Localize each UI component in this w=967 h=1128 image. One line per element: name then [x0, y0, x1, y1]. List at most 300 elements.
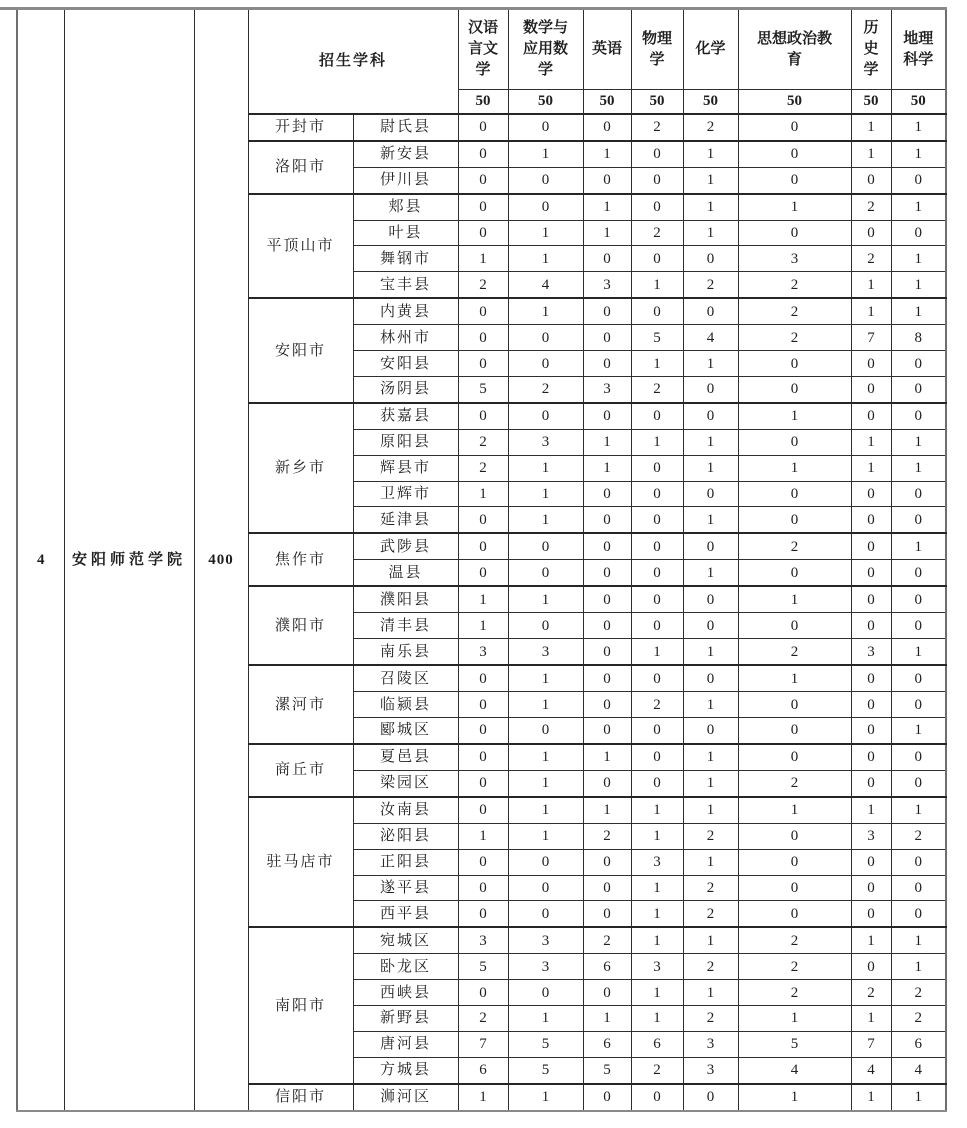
value-cell: 1 — [738, 665, 851, 692]
value-cell: 1 — [631, 351, 683, 377]
county-cell: 临颍县 — [353, 692, 458, 718]
value-cell: 1 — [631, 823, 683, 849]
value-cell: 3 — [851, 639, 891, 666]
value-cell: 1 — [508, 220, 583, 246]
value-cell: 0 — [631, 481, 683, 507]
value-cell: 0 — [508, 613, 583, 639]
value-cell: 1 — [851, 1006, 891, 1032]
value-cell: 2 — [683, 954, 738, 980]
value-cell: 1 — [891, 639, 946, 666]
value-cell: 0 — [631, 533, 683, 560]
value-cell: 0 — [583, 692, 631, 718]
city-cell: 南阳市 — [248, 927, 353, 1083]
value-cell: 1 — [458, 823, 508, 849]
value-cell: 1 — [631, 797, 683, 824]
value-cell: 0 — [851, 586, 891, 613]
value-cell: 1 — [851, 114, 891, 141]
county-cell: 西峡县 — [353, 980, 458, 1006]
value-cell: 2 — [458, 272, 508, 299]
value-cell: 0 — [851, 560, 891, 587]
value-cell: 1 — [583, 194, 631, 221]
value-cell: 0 — [458, 507, 508, 534]
value-cell: 1 — [891, 954, 946, 980]
value-cell: 0 — [458, 717, 508, 744]
value-cell: 0 — [508, 114, 583, 141]
value-cell: 2 — [631, 376, 683, 403]
value-cell: 0 — [738, 875, 851, 901]
subject-header-cell — [851, 9, 891, 90]
value-cell: 1 — [683, 692, 738, 718]
value-cell: 1 — [851, 455, 891, 481]
value-cell: 1 — [508, 1006, 583, 1032]
county-cell: 南乐县 — [353, 639, 458, 666]
county-cell: 宝丰县 — [353, 272, 458, 299]
value-cell: 1 — [683, 639, 738, 666]
value-cell: 0 — [851, 507, 891, 534]
value-cell: 0 — [458, 533, 508, 560]
value-cell: 0 — [583, 114, 631, 141]
value-cell: 0 — [851, 875, 891, 901]
value-cell: 0 — [458, 167, 508, 194]
value-cell: 0 — [508, 533, 583, 560]
value-cell: 1 — [891, 455, 946, 481]
value-cell: 0 — [631, 1084, 683, 1111]
value-cell: 2 — [738, 639, 851, 666]
county-cell: 西平县 — [353, 901, 458, 928]
value-cell: 2 — [631, 1057, 683, 1084]
value-cell: 0 — [891, 481, 946, 507]
value-cell: 0 — [508, 194, 583, 221]
value-cell: 0 — [583, 1084, 631, 1111]
value-cell: 1 — [891, 797, 946, 824]
value-cell: 7 — [458, 1031, 508, 1057]
value-cell: 0 — [738, 849, 851, 875]
city-cell: 漯河市 — [248, 665, 353, 744]
value-cell: 1 — [508, 455, 583, 481]
value-cell: 1 — [851, 429, 891, 455]
value-cell: 4 — [738, 1057, 851, 1084]
value-cell: 1 — [583, 797, 631, 824]
value-cell: 1 — [631, 980, 683, 1006]
value-cell: 0 — [631, 665, 683, 692]
county-cell: 武陟县 — [353, 533, 458, 560]
value-cell: 1 — [458, 1084, 508, 1111]
value-cell: 5 — [458, 954, 508, 980]
value-cell: 2 — [738, 325, 851, 351]
value-cell: 1 — [458, 586, 508, 613]
value-cell: 5 — [738, 1031, 851, 1057]
subject-header-cell — [583, 9, 631, 90]
county-cell: 林州市 — [353, 325, 458, 351]
subject-header-label: 历史学 — [863, 20, 879, 78]
value-cell: 0 — [738, 692, 851, 718]
value-cell: 1 — [508, 744, 583, 771]
county-cell: 卧龙区 — [353, 954, 458, 980]
county-cell: 正阳县 — [353, 849, 458, 875]
value-cell: 0 — [583, 849, 631, 875]
value-cell: 0 — [851, 613, 891, 639]
subject-header-cell — [891, 9, 946, 90]
value-cell: 1 — [683, 744, 738, 771]
value-cell: 2 — [738, 927, 851, 954]
value-cell: 0 — [738, 220, 851, 246]
value-cell: 0 — [508, 560, 583, 587]
value-cell: 1 — [738, 1006, 851, 1032]
value-cell: 0 — [738, 560, 851, 587]
city-cell: 濮阳市 — [248, 586, 353, 665]
value-cell: 0 — [851, 376, 891, 403]
value-cell: 0 — [738, 823, 851, 849]
value-cell: 1 — [631, 927, 683, 954]
value-cell: 0 — [631, 507, 683, 534]
value-cell: 1 — [683, 429, 738, 455]
value-cell: 0 — [583, 533, 631, 560]
value-cell: 0 — [851, 481, 891, 507]
value-cell: 0 — [738, 507, 851, 534]
value-cell: 1 — [508, 692, 583, 718]
value-cell: 2 — [891, 823, 946, 849]
value-cell: 0 — [458, 692, 508, 718]
value-cell: 2 — [738, 272, 851, 299]
subject-header-cell — [508, 9, 583, 90]
subject-header-label: 物理学 — [642, 30, 673, 68]
value-cell: 2 — [631, 114, 683, 141]
value-cell: 1 — [583, 141, 631, 168]
value-cell: 1 — [583, 455, 631, 481]
value-cell: 0 — [458, 325, 508, 351]
value-cell: 1 — [458, 481, 508, 507]
value-cell: 1 — [683, 797, 738, 824]
value-cell: 0 — [738, 167, 851, 194]
value-cell: 0 — [458, 744, 508, 771]
subject-header-cell — [631, 9, 683, 90]
county-cell: 梁园区 — [353, 770, 458, 797]
college-total-quota-cell: 400 — [194, 9, 248, 1112]
value-cell: 0 — [891, 901, 946, 928]
value-cell: 0 — [738, 717, 851, 744]
value-cell: 1 — [583, 220, 631, 246]
value-cell: 1 — [508, 298, 583, 325]
value-cell: 2 — [683, 114, 738, 141]
value-cell: 0 — [851, 901, 891, 928]
city-cell: 驻马店市 — [248, 797, 353, 927]
value-cell: 0 — [508, 403, 583, 430]
value-cell: 1 — [508, 507, 583, 534]
subject-header-cell — [458, 9, 508, 90]
county-cell: 宛城区 — [353, 927, 458, 954]
value-cell: 0 — [851, 665, 891, 692]
value-cell: 0 — [631, 403, 683, 430]
value-cell: 0 — [631, 613, 683, 639]
value-cell: 0 — [738, 114, 851, 141]
value-cell: 0 — [891, 744, 946, 771]
value-cell: 0 — [583, 246, 631, 272]
county-cell: 安阳县 — [353, 351, 458, 377]
value-cell: 1 — [508, 823, 583, 849]
value-cell: 3 — [508, 954, 583, 980]
value-cell: 0 — [583, 875, 631, 901]
value-cell: 2 — [738, 980, 851, 1006]
subject-quota-cell: 50 — [458, 90, 508, 114]
value-cell: 0 — [851, 403, 891, 430]
city-cell: 安阳市 — [248, 298, 353, 403]
admission-subjects-header-cell: 招生学科 — [248, 9, 458, 114]
value-cell: 1 — [583, 744, 631, 771]
value-cell: 3 — [458, 927, 508, 954]
value-cell: 2 — [851, 194, 891, 221]
value-cell: 0 — [631, 141, 683, 168]
value-cell: 2 — [458, 429, 508, 455]
value-cell: 2 — [683, 1006, 738, 1032]
subject-quota-cell: 50 — [683, 90, 738, 114]
city-cell: 商丘市 — [248, 744, 353, 797]
value-cell: 3 — [458, 639, 508, 666]
value-cell: 0 — [458, 770, 508, 797]
value-cell: 2 — [851, 246, 891, 272]
value-cell: 2 — [738, 954, 851, 980]
value-cell: 1 — [508, 246, 583, 272]
value-cell: 1 — [891, 927, 946, 954]
value-cell: 1 — [683, 220, 738, 246]
value-cell: 0 — [738, 481, 851, 507]
subject-header-label: 汉语言文学 — [468, 20, 499, 78]
value-cell: 6 — [631, 1031, 683, 1057]
value-cell: 2 — [458, 455, 508, 481]
value-cell: 0 — [583, 901, 631, 928]
value-cell: 0 — [851, 744, 891, 771]
value-cell: 0 — [508, 901, 583, 928]
value-cell: 1 — [891, 1084, 946, 1111]
value-cell: 3 — [683, 1057, 738, 1084]
value-cell: 0 — [891, 403, 946, 430]
county-cell: 新野县 — [353, 1006, 458, 1032]
value-cell: 1 — [738, 455, 851, 481]
county-cell: 召陵区 — [353, 665, 458, 692]
county-cell: 郾城区 — [353, 717, 458, 744]
value-cell: 2 — [631, 220, 683, 246]
value-cell: 0 — [683, 246, 738, 272]
value-cell: 0 — [458, 797, 508, 824]
county-cell: 浉河区 — [353, 1084, 458, 1111]
value-cell: 0 — [583, 403, 631, 430]
value-cell: 0 — [458, 665, 508, 692]
value-cell: 0 — [631, 560, 683, 587]
value-cell: 0 — [458, 114, 508, 141]
subject-header-label: 地理科学 — [903, 30, 934, 68]
value-cell: 0 — [891, 586, 946, 613]
subject-quota-cell: 50 — [738, 90, 851, 114]
value-cell: 0 — [891, 376, 946, 403]
value-cell: 0 — [891, 770, 946, 797]
value-cell: 1 — [683, 141, 738, 168]
value-cell: 0 — [683, 717, 738, 744]
value-cell: 1 — [683, 194, 738, 221]
value-cell: 5 — [508, 1057, 583, 1084]
value-cell: 3 — [851, 823, 891, 849]
value-cell: 0 — [683, 376, 738, 403]
value-cell: 1 — [683, 980, 738, 1006]
value-cell: 5 — [508, 1031, 583, 1057]
value-cell: 1 — [891, 429, 946, 455]
value-cell: 0 — [458, 194, 508, 221]
value-cell: 1 — [508, 481, 583, 507]
value-cell: 0 — [891, 692, 946, 718]
county-cell: 汝南县 — [353, 797, 458, 824]
subject-header-label: 英语 — [592, 41, 623, 57]
value-cell: 1 — [851, 298, 891, 325]
subject-quota-cell: 50 — [583, 90, 631, 114]
value-cell: 0 — [683, 533, 738, 560]
value-cell: 2 — [851, 980, 891, 1006]
value-cell: 1 — [631, 429, 683, 455]
value-cell: 0 — [631, 194, 683, 221]
value-cell: 7 — [851, 1031, 891, 1057]
value-cell: 0 — [851, 533, 891, 560]
subject-header-cell — [683, 9, 738, 90]
value-cell: 0 — [891, 613, 946, 639]
value-cell: 0 — [458, 351, 508, 377]
value-cell: 0 — [583, 586, 631, 613]
value-cell: 0 — [738, 613, 851, 639]
value-cell: 1 — [891, 533, 946, 560]
county-cell: 方城县 — [353, 1057, 458, 1084]
value-cell: 4 — [508, 272, 583, 299]
county-cell: 叶县 — [353, 220, 458, 246]
county-cell: 延津县 — [353, 507, 458, 534]
city-cell: 平顶山市 — [248, 194, 353, 299]
value-cell: 2 — [508, 376, 583, 403]
value-cell: 2 — [458, 1006, 508, 1032]
value-cell: 1 — [508, 665, 583, 692]
county-cell: 温县 — [353, 560, 458, 587]
value-cell: 1 — [683, 507, 738, 534]
value-cell: 1 — [583, 1006, 631, 1032]
value-cell: 1 — [738, 1084, 851, 1111]
value-cell: 0 — [458, 849, 508, 875]
value-cell: 0 — [458, 560, 508, 587]
value-cell: 0 — [583, 717, 631, 744]
county-cell: 郏县 — [353, 194, 458, 221]
value-cell: 1 — [458, 613, 508, 639]
value-cell: 0 — [583, 481, 631, 507]
value-cell: 2 — [683, 875, 738, 901]
value-cell: 0 — [738, 141, 851, 168]
value-cell: 0 — [683, 1084, 738, 1111]
value-cell: 1 — [631, 875, 683, 901]
value-cell: 5 — [583, 1057, 631, 1084]
value-cell: 2 — [583, 927, 631, 954]
value-cell: 0 — [738, 744, 851, 771]
value-cell: 0 — [891, 849, 946, 875]
value-cell: 0 — [851, 692, 891, 718]
value-cell: 0 — [851, 167, 891, 194]
subject-header-label: 化学 — [695, 41, 726, 57]
county-cell: 遂平县 — [353, 875, 458, 901]
county-cell: 泌阳县 — [353, 823, 458, 849]
value-cell: 0 — [458, 901, 508, 928]
value-cell: 8 — [891, 325, 946, 351]
subject-quota-cell: 50 — [508, 90, 583, 114]
value-cell: 1 — [891, 246, 946, 272]
value-cell: 3 — [508, 429, 583, 455]
value-cell: 0 — [631, 167, 683, 194]
value-cell: 1 — [583, 429, 631, 455]
value-cell: 3 — [583, 272, 631, 299]
value-cell: 1 — [631, 1006, 683, 1032]
value-cell: 0 — [583, 507, 631, 534]
subject-header-label: 思想政治教育 — [757, 30, 833, 68]
value-cell: 5 — [631, 325, 683, 351]
county-cell: 获嘉县 — [353, 403, 458, 430]
value-cell: 0 — [738, 376, 851, 403]
county-cell: 清丰县 — [353, 613, 458, 639]
value-cell: 0 — [631, 586, 683, 613]
value-cell: 6 — [583, 954, 631, 980]
value-cell: 1 — [631, 272, 683, 299]
value-cell: 3 — [631, 954, 683, 980]
county-cell: 濮阳县 — [353, 586, 458, 613]
value-cell: 1 — [508, 586, 583, 613]
value-cell: 0 — [631, 455, 683, 481]
county-cell: 内黄县 — [353, 298, 458, 325]
value-cell: 1 — [683, 849, 738, 875]
value-cell: 2 — [583, 823, 631, 849]
county-cell: 原阳县 — [353, 429, 458, 455]
value-cell: 0 — [583, 298, 631, 325]
county-cell: 卫辉市 — [353, 481, 458, 507]
value-cell: 4 — [851, 1057, 891, 1084]
city-cell: 新乡市 — [248, 403, 353, 533]
value-cell: 0 — [583, 613, 631, 639]
value-cell: 1 — [508, 1084, 583, 1111]
city-cell: 焦作市 — [248, 533, 353, 586]
value-cell: 1 — [738, 797, 851, 824]
value-cell: 0 — [458, 875, 508, 901]
county-cell: 舞钢市 — [353, 246, 458, 272]
value-cell: 0 — [891, 665, 946, 692]
value-cell: 3 — [583, 376, 631, 403]
value-cell: 1 — [738, 403, 851, 430]
city-cell: 信阳市 — [248, 1084, 353, 1111]
value-cell: 0 — [458, 141, 508, 168]
value-cell: 0 — [583, 167, 631, 194]
value-cell: 0 — [458, 298, 508, 325]
county-cell: 夏邑县 — [353, 744, 458, 771]
county-cell: 辉县市 — [353, 455, 458, 481]
value-cell: 0 — [683, 586, 738, 613]
subject-quota-cell: 50 — [851, 90, 891, 114]
value-cell: 0 — [508, 167, 583, 194]
value-cell: 0 — [458, 403, 508, 430]
value-cell: 0 — [583, 351, 631, 377]
value-cell: 1 — [631, 901, 683, 928]
value-cell: 3 — [508, 927, 583, 954]
value-cell: 6 — [458, 1057, 508, 1084]
value-cell: 1 — [891, 194, 946, 221]
value-cell: 0 — [738, 429, 851, 455]
county-cell: 伊川县 — [353, 167, 458, 194]
county-cell: 尉氏县 — [353, 114, 458, 141]
value-cell: 2 — [738, 298, 851, 325]
value-cell: 1 — [508, 797, 583, 824]
city-cell: 开封市 — [248, 114, 353, 141]
value-cell: 5 — [458, 376, 508, 403]
value-cell: 1 — [891, 717, 946, 744]
value-cell: 0 — [631, 298, 683, 325]
value-cell: 3 — [738, 246, 851, 272]
value-cell: 2 — [891, 1006, 946, 1032]
value-cell: 1 — [891, 141, 946, 168]
